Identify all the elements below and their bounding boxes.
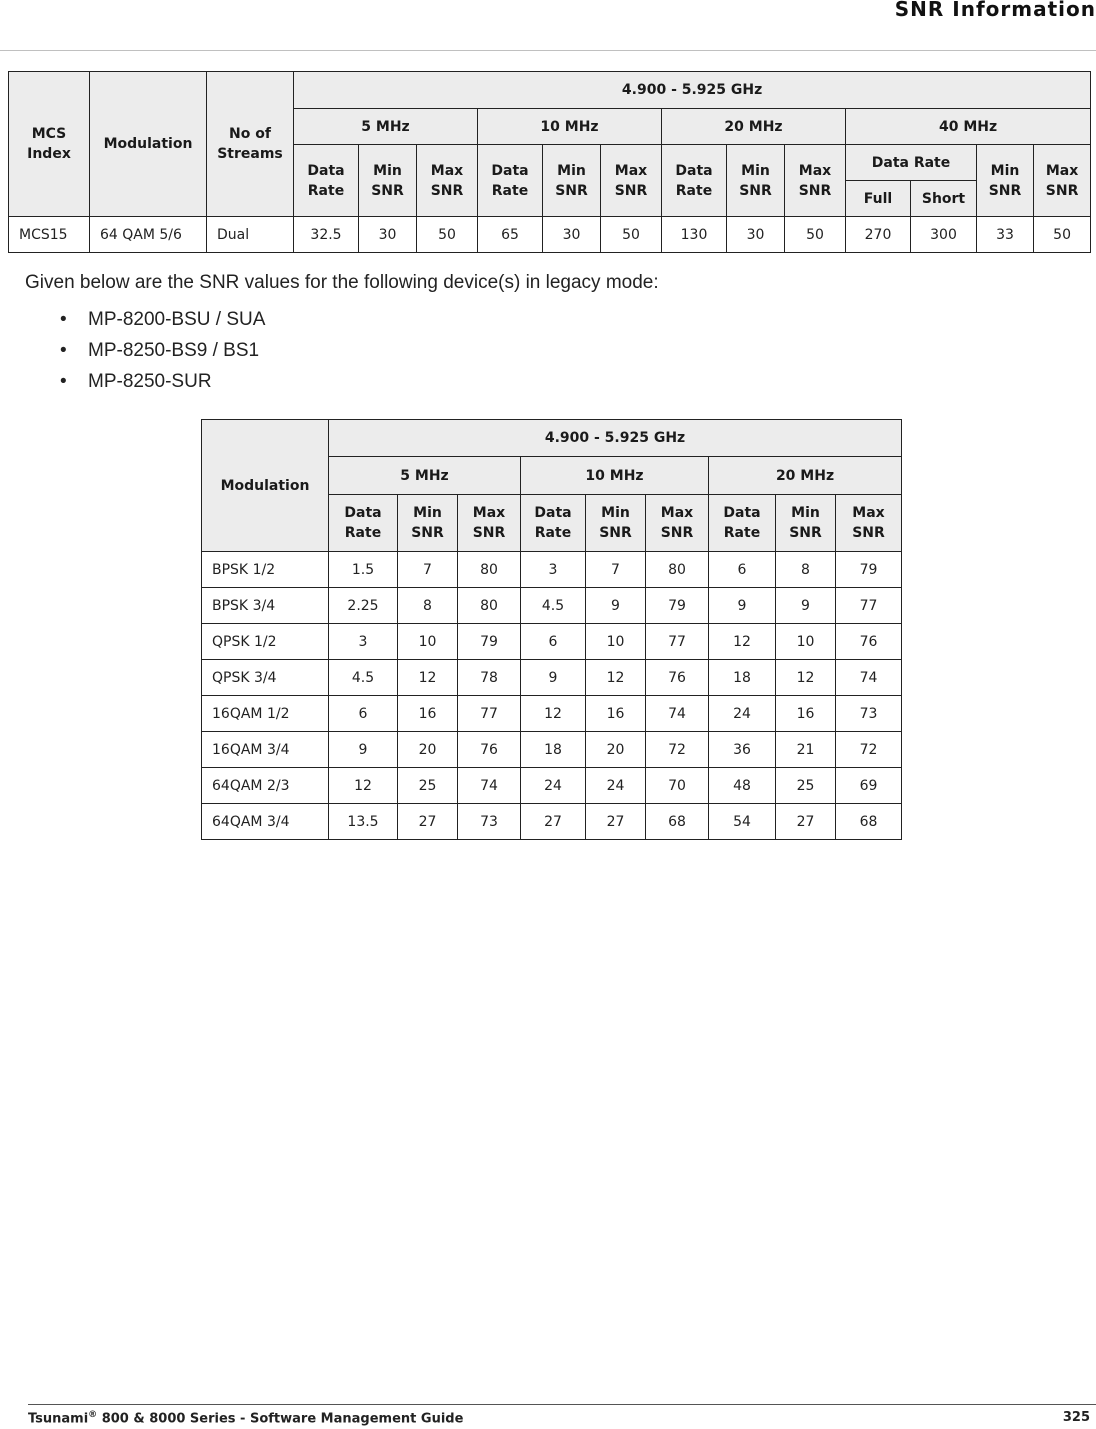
header-40mhz: 40 MHz <box>846 109 1091 145</box>
table-cell: 12 <box>521 696 586 732</box>
table-cell: 80 <box>646 552 709 588</box>
header-10mhz: 10 MHz <box>478 109 662 145</box>
table-cell: 7 <box>586 552 646 588</box>
header-5mhz: 5 MHz <box>294 109 478 145</box>
table-cell: 76 <box>646 660 709 696</box>
table-cell: 72 <box>836 732 902 768</box>
table-cell: 16QAM 3/4 <box>202 732 329 768</box>
table-cell: 50 <box>601 217 662 253</box>
header-data-rate: Data Rate <box>478 145 543 217</box>
table-cell: 9 <box>586 588 646 624</box>
header-modulation: Modulation <box>90 72 207 217</box>
table-cell: 27 <box>398 804 458 840</box>
table-cell: 79 <box>646 588 709 624</box>
table-cell: 16 <box>586 696 646 732</box>
header-data-rate-40: Data Rate <box>846 145 977 181</box>
header-max-snr: Max SNR <box>785 145 846 217</box>
device-name: MP-8250-SUR <box>88 371 212 392</box>
table-cell: 4.5 <box>521 588 586 624</box>
table-cell: 3 <box>329 624 398 660</box>
table-cell: 24 <box>521 768 586 804</box>
table-cell: 68 <box>836 804 902 840</box>
registered-mark: ® <box>88 1410 98 1420</box>
list-item <box>0 369 265 400</box>
page-number: 325 <box>1062 1410 1090 1425</box>
table-cell: 9 <box>521 660 586 696</box>
table-cell: 1.5 <box>329 552 398 588</box>
table-cell: 18 <box>709 660 776 696</box>
table-cell: 24 <box>586 768 646 804</box>
table-cell: 6 <box>521 624 586 660</box>
table-cell: 9 <box>709 588 776 624</box>
table-cell: 77 <box>458 696 521 732</box>
bullet: • <box>60 309 67 330</box>
table-cell: 16 <box>776 696 836 732</box>
table-cell: 30 <box>359 217 417 253</box>
bullet: • <box>60 371 67 392</box>
table-cell: 12 <box>398 660 458 696</box>
table-cell: QPSK 1/2 <box>202 624 329 660</box>
device-list <box>0 307 265 400</box>
list-item <box>0 307 265 338</box>
header-max-snr: Max SNR <box>417 145 478 217</box>
table-cell: 2.25 <box>329 588 398 624</box>
table-row <box>202 768 902 804</box>
table-cell: 50 <box>417 217 478 253</box>
table-cell: 79 <box>836 552 902 588</box>
header-modulation: Modulation <box>202 420 329 552</box>
footer-guide-title <box>28 1410 463 1426</box>
table-cell: 78 <box>458 660 521 696</box>
table-cell: 130 <box>662 217 727 253</box>
table-cell: 32.5 <box>294 217 359 253</box>
legacy-snr-table <box>201 419 902 840</box>
header-20mhz: 20 MHz <box>709 457 902 495</box>
table-cell: 74 <box>458 768 521 804</box>
header-5mhz: 5 MHz <box>329 457 521 495</box>
header-data-rate: Data Rate <box>294 145 359 217</box>
table-cell: 4.5 <box>329 660 398 696</box>
intro-text: Given below are the SNR values for the following device(s) in legacy mode: <box>25 272 659 293</box>
table-cell: 10 <box>398 624 458 660</box>
table-cell: 25 <box>776 768 836 804</box>
header-max-snr: Max SNR <box>601 145 662 217</box>
header-frequency-band: 4.900 - 5.925 GHz <box>294 72 1091 109</box>
table-cell: 27 <box>776 804 836 840</box>
table-cell: 70 <box>646 768 709 804</box>
bullet: • <box>60 340 67 361</box>
table-cell: 16 <box>398 696 458 732</box>
table-cell: 270 <box>846 217 911 253</box>
table-cell: 9 <box>329 732 398 768</box>
device-name: MP-8250-BS9 / BS1 <box>88 340 260 361</box>
table-cell: 13.5 <box>329 804 398 840</box>
header-min-snr: Min SNR <box>586 495 646 552</box>
table-cell: 80 <box>458 552 521 588</box>
table-row <box>202 804 902 840</box>
header-streams: No of Streams <box>207 72 294 217</box>
header-min-snr: Min SNR <box>398 495 458 552</box>
table-cell: 12 <box>329 768 398 804</box>
table-cell: 24 <box>709 696 776 732</box>
table-row <box>9 217 1091 253</box>
table-cell: 9 <box>776 588 836 624</box>
table-cell: 33 <box>977 217 1034 253</box>
header-max-snr: Max SNR <box>458 495 521 552</box>
table-cell: 12 <box>586 660 646 696</box>
table-cell: 77 <box>836 588 902 624</box>
list-item <box>0 338 265 369</box>
table-row <box>202 624 902 660</box>
table-cell: 30 <box>727 217 785 253</box>
table-cell: 79 <box>458 624 521 660</box>
table-cell: 65 <box>478 217 543 253</box>
table-cell: 50 <box>785 217 846 253</box>
table-cell: 30 <box>543 217 601 253</box>
table-cell: 64 QAM 5/6 <box>90 217 207 253</box>
table-row <box>202 552 902 588</box>
table-cell: 73 <box>458 804 521 840</box>
table-cell: 10 <box>586 624 646 660</box>
table-cell: 20 <box>586 732 646 768</box>
table-cell: 54 <box>709 804 776 840</box>
table-cell: 12 <box>709 624 776 660</box>
table-cell: 69 <box>836 768 902 804</box>
table-cell: 3 <box>521 552 586 588</box>
header-data-rate: Data Rate <box>709 495 776 552</box>
table-cell: 8 <box>776 552 836 588</box>
table-cell: 8 <box>398 588 458 624</box>
table-cell: QPSK 3/4 <box>202 660 329 696</box>
header-min-snr: Min SNR <box>727 145 785 217</box>
table-cell: 74 <box>646 696 709 732</box>
table-cell: 12 <box>776 660 836 696</box>
table-cell: 25 <box>398 768 458 804</box>
table-cell: 6 <box>709 552 776 588</box>
table-cell: 36 <box>709 732 776 768</box>
table-cell: 50 <box>1034 217 1091 253</box>
header-data-rate: Data Rate <box>521 495 586 552</box>
header-10mhz: 10 MHz <box>521 457 709 495</box>
header-min-snr: Min SNR <box>776 495 836 552</box>
table-row <box>202 732 902 768</box>
table-cell: 16QAM 1/2 <box>202 696 329 732</box>
header-short: Short <box>911 181 977 217</box>
page-header-title: SNR Information <box>894 0 1096 21</box>
table-cell: 18 <box>521 732 586 768</box>
table-cell: 77 <box>646 624 709 660</box>
header-max-snr: Max SNR <box>836 495 902 552</box>
header-min-snr: Min SNR <box>543 145 601 217</box>
table-row <box>202 660 902 696</box>
footer-rule <box>28 1404 1096 1405</box>
table-cell: BPSK 1/2 <box>202 552 329 588</box>
table-cell: 68 <box>646 804 709 840</box>
table-cell: 76 <box>836 624 902 660</box>
mcs-snr-table <box>8 71 1091 253</box>
device-name: MP-8200-BSU / SUA <box>88 309 266 330</box>
table-cell: 64QAM 2/3 <box>202 768 329 804</box>
header-min-snr: Min SNR <box>977 145 1034 217</box>
header-mcs-index: MCS Index <box>9 72 90 217</box>
table-row <box>202 588 902 624</box>
table-cell: Dual <box>207 217 294 253</box>
table-cell: 76 <box>458 732 521 768</box>
table-cell: 6 <box>329 696 398 732</box>
table-cell: 27 <box>586 804 646 840</box>
table-cell: BPSK 3/4 <box>202 588 329 624</box>
header-min-snr: Min SNR <box>359 145 417 217</box>
table-cell: 21 <box>776 732 836 768</box>
table-row <box>202 696 902 732</box>
header-max-snr: Max SNR <box>1034 145 1091 217</box>
footer-guide-name: 800 & 8000 Series - Software Management Guide <box>97 1411 464 1427</box>
header-20mhz: 20 MHz <box>662 109 846 145</box>
table-cell: 64QAM 3/4 <box>202 804 329 840</box>
table-cell: 73 <box>836 696 902 732</box>
header-data-rate: Data Rate <box>662 145 727 217</box>
table-cell: 27 <box>521 804 586 840</box>
table-cell: 10 <box>776 624 836 660</box>
footer-brand: Tsunami <box>28 1411 89 1427</box>
table-cell: MCS15 <box>9 217 90 253</box>
table-cell: 20 <box>398 732 458 768</box>
table-cell: 48 <box>709 768 776 804</box>
header-max-snr: Max SNR <box>646 495 709 552</box>
header-full: Full <box>846 181 911 217</box>
table-cell: 72 <box>646 732 709 768</box>
header-rule <box>0 50 1096 51</box>
header-frequency-band: 4.900 - 5.925 GHz <box>329 420 902 457</box>
table-cell: 80 <box>458 588 521 624</box>
table-cell: 74 <box>836 660 902 696</box>
header-data-rate: Data Rate <box>329 495 398 552</box>
table-cell: 300 <box>911 217 977 253</box>
table-cell: 7 <box>398 552 458 588</box>
